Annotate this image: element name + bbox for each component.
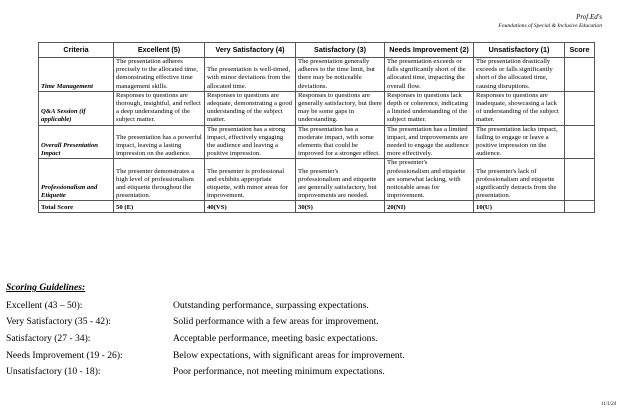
column-header: Needs Improvement (2) <box>385 43 474 58</box>
column-header: Criteria <box>39 43 114 58</box>
score-cell <box>565 125 595 159</box>
table-cell: The presenter's professionalism and etiquette are generally satisfactory, but improvements are needed. <box>296 159 385 201</box>
table-cell: Responses to questions lack depth or coherence, indicating a limited understanding of the subject matter. <box>385 91 474 125</box>
criterion-cell: Overall Presentation Impact <box>39 125 114 159</box>
total-cell: 40(VS) <box>205 201 296 213</box>
guideline-range: Satisfactory (27 - 34): <box>6 332 91 344</box>
total-cell: 50 (E) <box>114 201 205 213</box>
table-cell: Responses to questions are generally satisfactory, but there may be some gaps in understanding. <box>296 91 385 125</box>
rubric-header-row <box>39 43 595 58</box>
score-cell <box>565 58 595 92</box>
criterion-cell: Q&A Session (if applicable) <box>39 91 114 125</box>
table-row <box>39 125 595 159</box>
page-number: 11/1/24 <box>601 402 616 407</box>
score-cell <box>565 91 595 125</box>
criterion-cell: Time Management <box>39 58 114 92</box>
guideline-item <box>6 347 606 364</box>
table-cell: The presentation has a powerful impact, leaving a lasting impression on the audience. <box>114 125 205 159</box>
column-header: Excellent (5) <box>114 43 205 58</box>
total-cell: 10(U) <box>474 201 565 213</box>
rubric-table <box>38 42 595 213</box>
guideline-description: Outstanding performance, surpassing expectations. <box>173 299 369 311</box>
guideline-description: Acceptable performance, meeting basic expectations. <box>173 332 378 344</box>
guideline-description: Solid performance with a few areas for improvement. <box>173 316 379 328</box>
guideline-item <box>6 363 606 380</box>
table-cell: The presentation adheres precisely to the allocated time, demonstrating effective time management skills. <box>114 58 205 92</box>
table-cell: The presenter's professionalism and etiquette are somewhat lacking, with noticeable areas for improvement. <box>385 159 474 201</box>
table-cell: The presentation has a strong impact, effectively engaging the audience and leaving a positive impression. <box>205 125 296 159</box>
guideline-item <box>6 314 606 331</box>
header-subtitle: Foundations of Special & Inclusive Education <box>498 23 602 29</box>
column-header: Unsatisfactory (1) <box>474 43 565 58</box>
header-title: Prof.Ed's <box>576 13 602 21</box>
table-cell: The presentation generally adheres to the time limit, but there may be noticeable deviations. <box>296 58 385 92</box>
column-header: Score <box>565 43 595 58</box>
guideline-item <box>6 330 606 347</box>
table-cell: The presenter's lack of professionalism and etiquette significantly detracts from the presentation. <box>474 159 565 201</box>
table-cell: The presentation drastically exceeds or falls significantly short of the allocated time, causing disruptions. <box>474 58 565 92</box>
total-row <box>39 201 595 213</box>
table-row <box>39 91 595 125</box>
guideline-item <box>6 297 606 314</box>
column-header: Very Satisfactory (4) <box>205 43 296 58</box>
scoring-guidelines-title: Scoring Guidelines: <box>6 282 86 293</box>
table-cell: Responses to questions are thorough, insightful, and reflect a deep understanding of the subject matter. <box>114 91 205 125</box>
guideline-range: Unsatisfactory (10 - 18): <box>6 366 101 378</box>
table-cell: Responses to questions are adequate, demonstrating a good understanding of the subject matter. <box>205 91 296 125</box>
table-cell: Responses to questions are inadequate, showcasing a lack of understanding of the subject matter. <box>474 91 565 125</box>
guideline-range: Very Satisfactory (35 - 42): <box>6 316 111 328</box>
score-cell <box>565 159 595 201</box>
table-cell: The presentation lacks impact, failing to engage or leave a positive impression on the audience. <box>474 125 565 159</box>
total-score-cell <box>565 201 595 213</box>
guideline-description: Below expectations, with significant areas for improvement. <box>173 349 405 361</box>
table-cell: The presentation is well-timed, with minor deviations from the allocated time. <box>205 58 296 92</box>
table-row <box>39 159 595 201</box>
table-cell: The presentation has a moderate impact, with some elements that could be improved for a stronger effect. <box>296 125 385 159</box>
total-cell: 20(NI) <box>385 201 474 213</box>
guideline-range: Excellent (43 – 50): <box>6 299 83 311</box>
column-header: Satisfactory (3) <box>296 43 385 58</box>
table-cell: The presentation has a limited impact, and improvements are needed to engage the audience more effectively. <box>385 125 474 159</box>
guideline-range: Needs Improvement (19 - 26): <box>6 349 123 361</box>
table-row <box>39 58 595 92</box>
table-cell: The presenter is professional and exhibits appropriate etiquette, with minor areas for improvement. <box>205 159 296 201</box>
guideline-description: Poor performance, not meeting minimum expectations. <box>173 366 385 378</box>
scoring-guidelines-list <box>6 297 606 380</box>
criterion-cell: Professionalism and Etiquette <box>39 159 114 201</box>
total-cell: 30(S) <box>296 201 385 213</box>
total-label: Total Score <box>39 201 114 213</box>
table-cell: The presenter demonstrates a high level of professionalism and etiquette throughout the presentation. <box>114 159 205 201</box>
table-cell: The presentation exceeds or falls significantly short of the allocated time, impacting the overall flow. <box>385 58 474 92</box>
